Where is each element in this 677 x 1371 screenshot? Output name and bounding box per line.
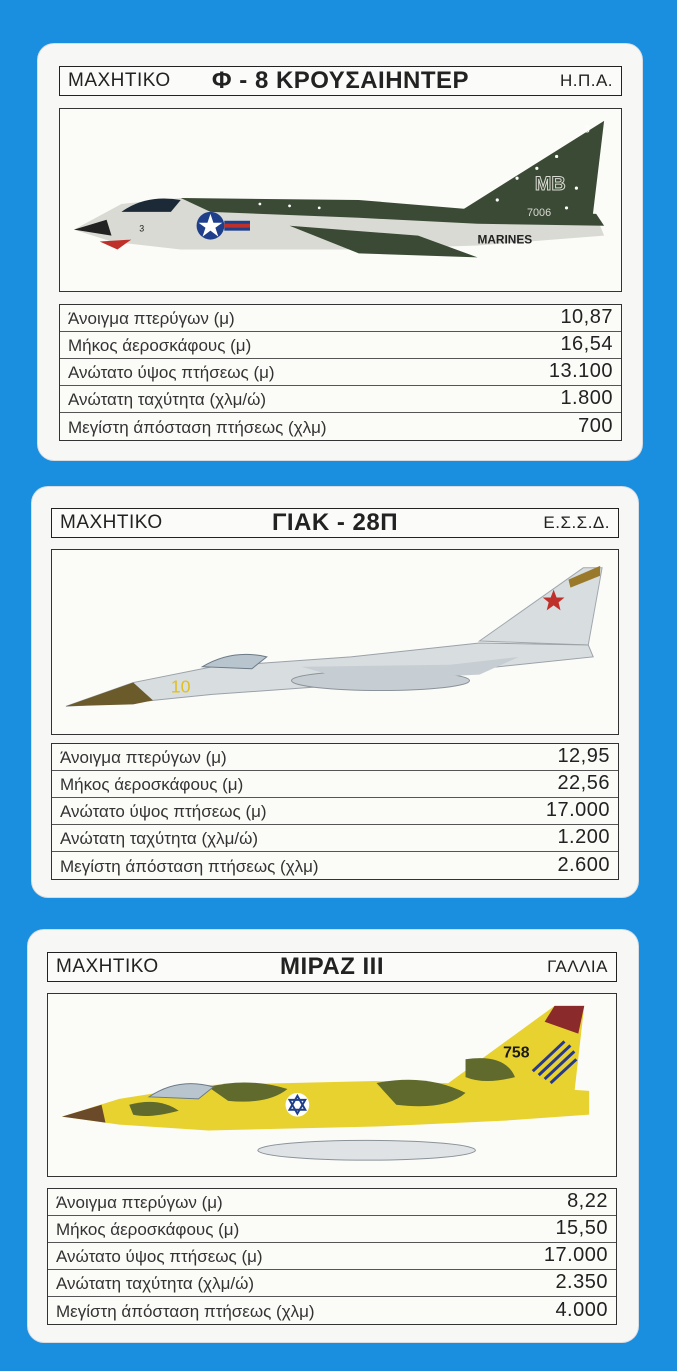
stat-label: Ανώτατη ταχύτητα (χλμ/ώ) bbox=[60, 829, 259, 848]
stat-label: Μεγίστη άπόσταση πτήσεως (χλμ) bbox=[60, 857, 319, 876]
stat-label: Μήκος άεροσκάφους (μ) bbox=[68, 336, 252, 355]
aircraft-illustration-mirage3 bbox=[47, 993, 617, 1177]
stat-label: Άνοιγμα πτερύγων (μ) bbox=[68, 309, 235, 328]
stat-row bbox=[60, 386, 621, 413]
stats-table bbox=[51, 743, 619, 880]
stat-label: Μήκος άεροσκάφους (μ) bbox=[56, 1220, 240, 1239]
stat-label: Ανώτατο ύψος πτήσεως (μ) bbox=[60, 802, 267, 821]
stat-row bbox=[48, 1270, 616, 1297]
stat-value: 12,95 bbox=[557, 745, 610, 767]
stat-label: Ανώτατη ταχύτητα (χλμ/ώ) bbox=[56, 1274, 255, 1293]
aircraft-card-mirage3 bbox=[28, 930, 638, 1342]
stat-label: Άνοιγμα πτερύγων (μ) bbox=[56, 1193, 223, 1212]
stat-value: 17.000 bbox=[545, 799, 610, 821]
aircraft-type: ΜΑΧΗΤΙΚΟ bbox=[60, 512, 163, 533]
stat-label: Άνοιγμα πτερύγων (μ) bbox=[60, 748, 227, 767]
marines-label: MARINES bbox=[477, 232, 533, 247]
f8-crusader-illustration bbox=[60, 109, 621, 291]
stat-row bbox=[48, 1189, 616, 1216]
stat-label: Ανώτατο ύψος πτήσεως (μ) bbox=[56, 1247, 263, 1266]
stat-value: 700 bbox=[578, 415, 613, 437]
stat-value: 10,87 bbox=[560, 306, 613, 328]
tail-serial-label: 7006 bbox=[526, 206, 552, 219]
tail-code-label: MB bbox=[534, 173, 566, 196]
stat-row bbox=[60, 359, 621, 386]
stat-row bbox=[52, 852, 618, 879]
stat-label: Ανώτατο ύψος πτήσεως (μ) bbox=[68, 363, 275, 382]
stat-value: 15,50 bbox=[555, 1217, 608, 1239]
aircraft-type: ΜΑΧΗΤΙΚΟ bbox=[68, 70, 171, 91]
aircraft-country: Η.Π.Α. bbox=[559, 71, 613, 90]
stat-row bbox=[60, 305, 621, 332]
aircraft-name: Φ - 8 ΚΡΟΥΣΑΙΗΝΤΕΡ bbox=[211, 67, 470, 94]
aircraft-name: ΓΙΑΚ - 28Π bbox=[271, 509, 399, 536]
side-number-label: 10 bbox=[170, 676, 191, 697]
aircraft-type: ΜΑΧΗΤΙΚΟ bbox=[56, 956, 159, 977]
stats-table bbox=[59, 304, 622, 441]
stat-row bbox=[52, 825, 618, 852]
stat-value: 17.000 bbox=[543, 1244, 608, 1266]
card-header bbox=[59, 66, 622, 96]
stat-row bbox=[48, 1297, 616, 1324]
aircraft-card-yak28p bbox=[32, 487, 638, 897]
stat-value: 13.100 bbox=[548, 360, 613, 382]
card-header bbox=[51, 508, 619, 538]
stat-value: 2.350 bbox=[555, 1271, 608, 1293]
stat-row bbox=[48, 1216, 616, 1243]
aircraft-country: ΓΑΛΛΙΑ bbox=[547, 957, 608, 976]
tail-number-label: 758 bbox=[503, 1044, 530, 1062]
aircraft-illustration-f8 bbox=[59, 108, 622, 292]
stat-row bbox=[48, 1243, 616, 1270]
stat-value: 22,56 bbox=[557, 772, 610, 794]
stat-row bbox=[60, 332, 621, 359]
stat-row bbox=[52, 798, 618, 825]
card-header bbox=[47, 952, 617, 982]
yak28p-illustration bbox=[52, 550, 618, 734]
stat-value: 8,22 bbox=[567, 1190, 608, 1212]
stat-value: 1.800 bbox=[560, 387, 613, 409]
stat-value: 16,54 bbox=[560, 333, 613, 355]
aircraft-name: ΜΙΡΑΖ III bbox=[279, 953, 385, 980]
stats-table bbox=[47, 1188, 617, 1325]
stat-label: Μεγίστη άπόσταση πτήσεως (χλμ) bbox=[68, 418, 327, 437]
stat-row bbox=[52, 771, 618, 798]
stat-label: Μεγίστη άπόσταση πτήσεως (χλμ) bbox=[56, 1302, 315, 1321]
aircraft-country: Ε.Σ.Σ.Δ. bbox=[543, 513, 610, 532]
stat-row bbox=[60, 413, 621, 440]
stat-label: Μήκος άεροσκάφους (μ) bbox=[60, 775, 244, 794]
aircraft-illustration-yak28p bbox=[51, 549, 619, 735]
mirage3-illustration bbox=[48, 994, 616, 1176]
stat-value: 1.200 bbox=[557, 826, 610, 848]
stat-label: Ανώτατη ταχύτητα (χλμ/ώ) bbox=[68, 390, 267, 409]
aircraft-card-f8 bbox=[38, 44, 642, 460]
stat-row bbox=[52, 744, 618, 771]
nose-number-label: 3 bbox=[139, 223, 145, 234]
stat-value: 2.600 bbox=[557, 854, 610, 876]
tail-number-label: 3 bbox=[584, 124, 590, 136]
stat-value: 4.000 bbox=[555, 1299, 608, 1321]
